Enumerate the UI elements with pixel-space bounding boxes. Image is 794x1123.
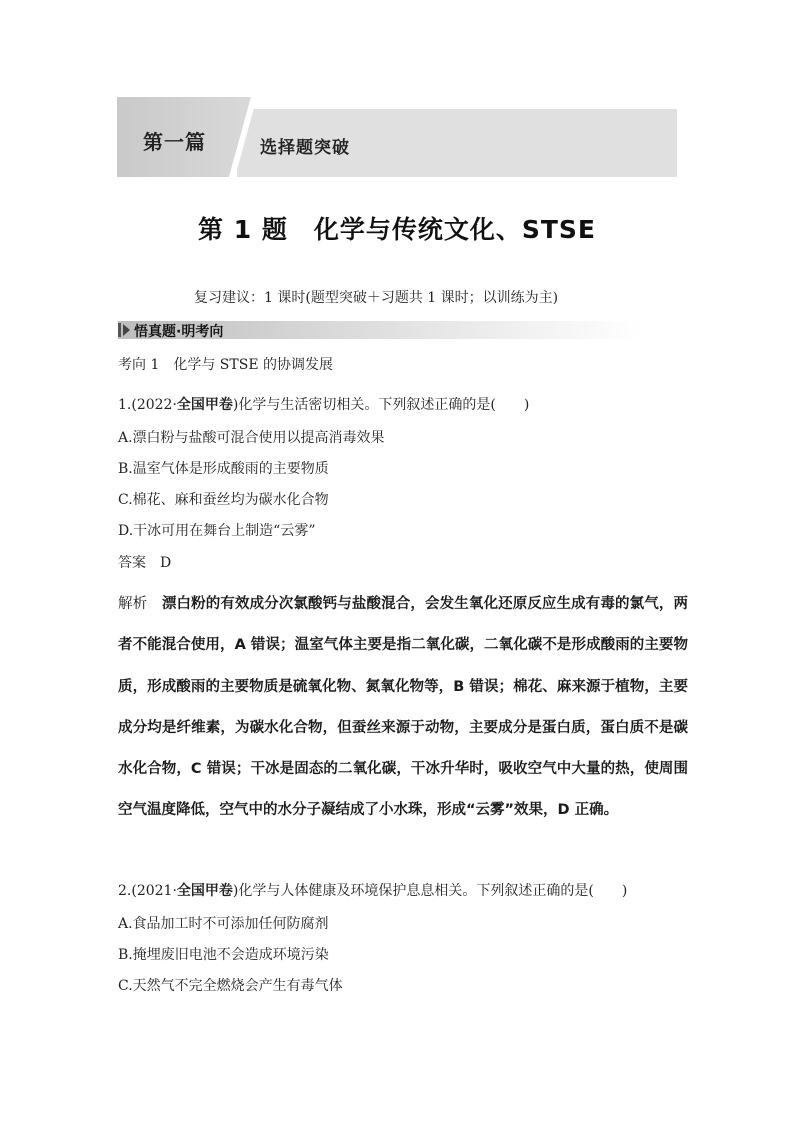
question-2-option-b: B.掩埋废旧电池不会造成环境污染 [118, 947, 329, 963]
question-1-answer: 答案 D [118, 555, 172, 571]
section-header [118, 320, 642, 340]
question-2-stem [118, 880, 627, 900]
study-advice: 复习建议：1 课时(题型突破＋习题共 1 课时；以训练为主) [194, 290, 559, 306]
question-2-source: 全国甲卷 [176, 883, 233, 899]
question-1-option-d: D.干冰可用在舞台上制造“云雾” [118, 523, 316, 539]
question-1-suffix: )化学与生活密切相关。下列叙述正确的是( ) [232, 397, 530, 413]
question-1-prefix: 1.(2022· [118, 397, 177, 413]
question-2-option-c: C.天然气不完全燃烧会产生有毒气体 [118, 978, 343, 994]
question-2-suffix: )化学与人体健康及环境保护息息相关。下列叙述正确的是( ) [232, 883, 628, 899]
analysis-label: 解析 [118, 596, 162, 612]
question-1-analysis [118, 584, 688, 832]
question-1-option-a: A.漂白粉与盐酸可混合使用以提高消毒效果 [118, 430, 385, 446]
part-label: 第一篇 [143, 130, 206, 154]
question-1-stem [118, 394, 529, 414]
question-2-option-a: A.食品加工时不可添加任何防腐剂 [118, 916, 329, 932]
question-2-prefix: 2.(2021· [118, 883, 177, 899]
part-subtitle: 选择题突破 [260, 138, 350, 158]
analysis-text: 漂白粉的有效成分次氯酸钙与盐酸混合，会发生氧化还原反应生成有毒的氯气，两者不能混合使用，A 错误；温室气体主要是指二氧化碳，二氧化碳不是形成酸雨的主要物质，形成酸雨的主要物质是硫氧化物、氮氧化物等，B 错误；棉花、麻来源于植物，主要成分均是纤维素，为碳水化合物，但蚕丝来源于动物，主要成分是蛋白质，蛋白质不是碳水化合物，C 错误；干冰是固态的二氧化碳，干冰升华时，吸收空气中大量的热，使周围空气温度降低，空气中的水分子凝结成了小水珠，形成“云雾”效果，D 正确。 [118, 596, 689, 819]
question-1-source: 全国甲卷 [176, 397, 233, 413]
question-1-option-b: B.温室气体是形成酸雨的主要物质 [118, 461, 329, 477]
page-title: 第 1 题 化学与传统文化、STSE [198, 215, 596, 244]
section-label: 悟真题·明考向 [134, 324, 224, 340]
direction-heading: 考向 1 化学与 STSE 的协调发展 [118, 357, 333, 373]
question-1-option-c: C.棉花、麻和蚕丝均为碳水化合物 [118, 492, 329, 508]
chapter-banner [117, 97, 677, 177]
